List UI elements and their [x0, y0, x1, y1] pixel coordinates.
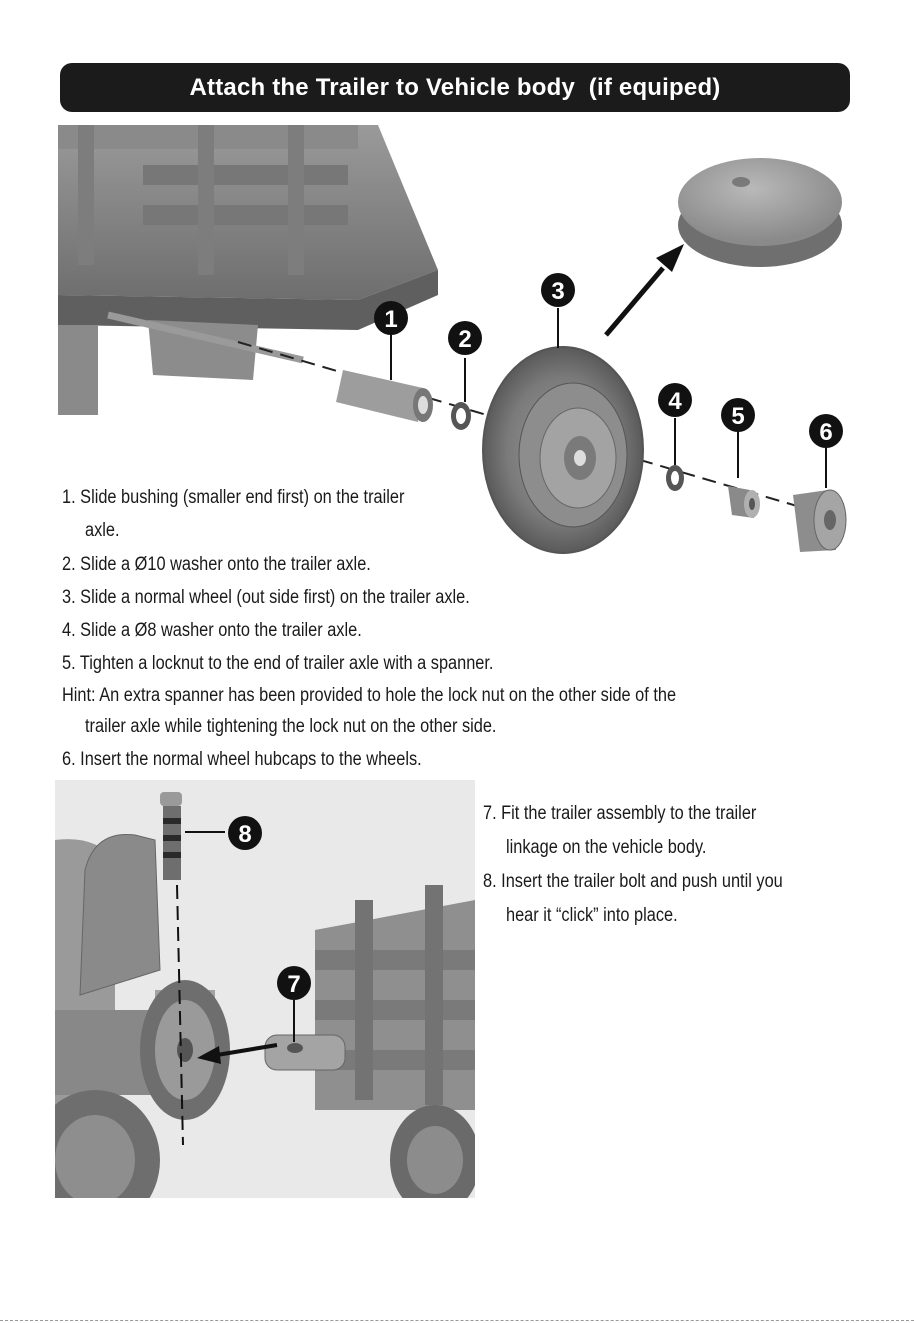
- step-4-text: 4. Slide a Ø8 washer onto the trailer axle.: [62, 620, 362, 641]
- bushing-part: [336, 370, 433, 422]
- callout-5: [721, 398, 755, 432]
- hint-text-cont: trailer axle while tightening the lock nut on the other side.: [85, 716, 497, 737]
- step-8-text: 8. Insert the trailer bolt and push until you: [483, 871, 783, 892]
- hubcap-part: [793, 490, 846, 552]
- svg-text:2: 2: [458, 326, 472, 353]
- callout-3: [541, 273, 575, 307]
- step-8-text-cont: hear it “click” into place.: [506, 905, 678, 926]
- trailer-bolt-part: [160, 792, 182, 880]
- washer-8-part: [666, 465, 684, 491]
- svg-text:1: 1: [384, 306, 398, 333]
- washer-10-part: [451, 402, 471, 430]
- svg-text:5: 5: [731, 403, 745, 430]
- callout-1: [374, 301, 408, 335]
- callout-8: [228, 816, 262, 850]
- locknut-part: [728, 486, 760, 518]
- svg-text:6: 6: [819, 419, 833, 446]
- step-2-text: 2. Slide a Ø10 washer onto the trailer axle.: [62, 554, 371, 575]
- callout-2: [448, 321, 482, 355]
- callout-7: [277, 966, 311, 1000]
- step-7-text-cont: linkage on the vehicle body.: [506, 837, 707, 858]
- step-7-text: 7. Fit the trailer assembly to the trailer: [483, 803, 757, 824]
- step-6-text: 6. Insert the normal wheel hubcaps to the wheels.: [62, 749, 422, 770]
- section-title: Attach the Trailer to Vehicle body (if equiped): [189, 73, 721, 101]
- step-5-text: 5. Tighten a locknut to the end of trailer axle with a spanner.: [62, 653, 494, 674]
- callout-6: [809, 414, 843, 448]
- page-bottom-border: [0, 1320, 914, 1321]
- trailer-linkage-illustration: [55, 780, 475, 1198]
- svg-text:8: 8: [238, 821, 252, 848]
- step-1-text: 1. Slide bushing (smaller end first) on the trailer: [62, 487, 405, 508]
- svg-text:3: 3: [551, 278, 565, 305]
- step-1-text-cont: axle.: [85, 520, 120, 541]
- wheel-part: [483, 347, 643, 553]
- step-3-text: 3. Slide a normal wheel (out side first) on the trailer axle.: [62, 587, 470, 608]
- svg-text:7: 7: [287, 971, 301, 998]
- callout-4: [658, 383, 692, 417]
- hubcap-enlarged: [678, 158, 842, 267]
- svg-text:4: 4: [668, 388, 682, 415]
- arrow-icon: [606, 244, 684, 335]
- hint-text: Hint: An extra spanner has been provided to hole the lock nut on the other side of the: [62, 685, 677, 706]
- section-header: [60, 63, 850, 112]
- trailer-bed: [58, 125, 438, 415]
